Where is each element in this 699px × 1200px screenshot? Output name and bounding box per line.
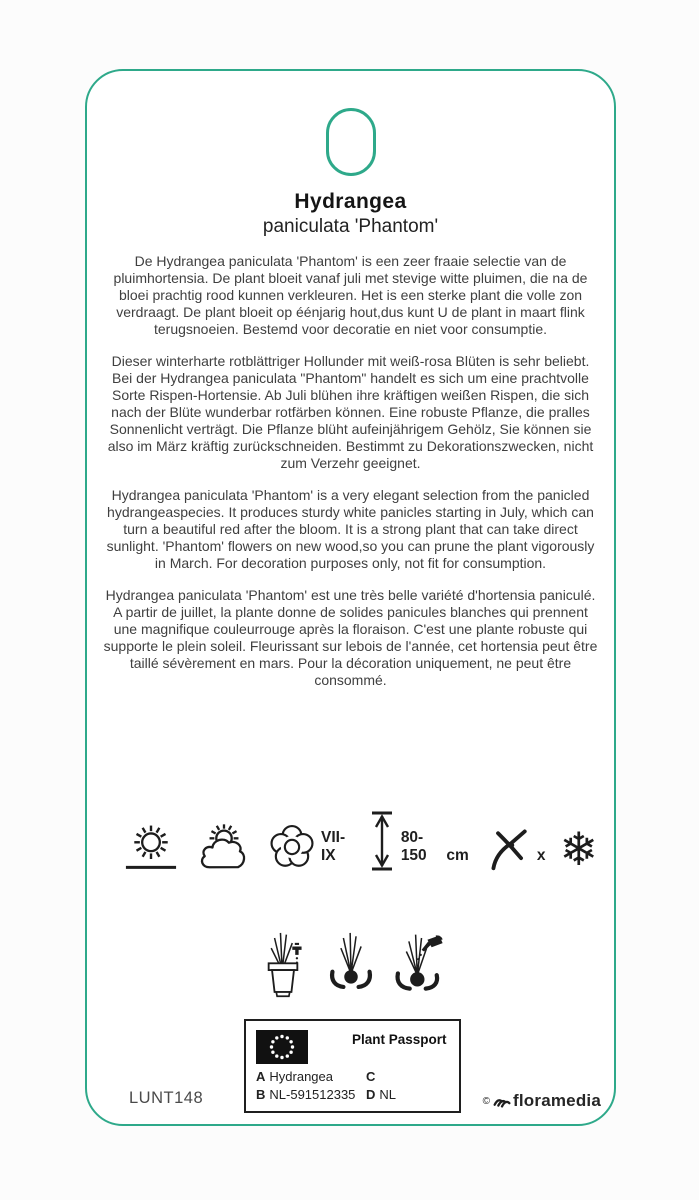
passport-value-b: NL-591512335: [269, 1087, 356, 1102]
plant-label-card: [85, 69, 616, 1126]
passport-value-d: NL: [379, 1087, 397, 1102]
flower-icon: [267, 822, 317, 872]
flowering-period-label: VII-IX: [321, 829, 346, 864]
care-icons-row: [123, 798, 598, 876]
description-dutch: De Hydrangea paniculata 'Phantom' is een zeer fraaie selectie van de pluimhortensia. De plant bloeit vanaf juli met stevige witte pluimen, die na de bloei prachtig rood kunnen verkleuren. Het is een sterke plant die volle zon verdraagt. De plant bloeit op éénjarig hout,dus kunt U de plant in maart flink terugsnoeien. Bestemd voor decoratie en niet voor consumptie.: [113, 253, 588, 337]
half-shade-icon: [197, 822, 251, 872]
eu-flag-icon: [256, 1030, 308, 1064]
water-after-planting-icon: [392, 924, 446, 1006]
description-block: [87, 253, 614, 689]
label-code: LUNT148: [129, 1089, 204, 1107]
pruning-mark-label: x: [536, 847, 546, 864]
snowflake-icon: ❄: [559, 822, 598, 876]
passport-row-a: [256, 1069, 333, 1084]
description-french: Hydrangea paniculata 'Phantom' est une très belle variété d'hortensia paniculé. A partir de juillet, la plante donne de solides panicules blanches qui prennent une magnifique couleurrouge après la floraison. C'est une plante robuste qui supporte le plein soleil. Fleurissant sur lebois de l'année, cet hortensia peut être taillé sévèrement en mars. Pour la décoration uniquement, ne peut être consommé.: [103, 587, 598, 688]
copyright-symbol: ©: [482, 1095, 491, 1107]
brand-logo: [483, 1091, 601, 1111]
passport-letter-d: D: [366, 1087, 376, 1102]
height-arrow-icon: [369, 810, 395, 872]
planting-instructions-row: [87, 924, 614, 1006]
passport-row-d: [366, 1087, 396, 1102]
passport-value-a: Hydrangea: [269, 1069, 333, 1084]
plant-cultivar-subtitle: paniculata 'Phantom': [262, 216, 439, 237]
hanging-hole: [326, 108, 376, 176]
plant-passport-title: Plant Passport: [352, 1032, 447, 1047]
passport-letter-a: A: [256, 1069, 266, 1084]
passport-row-c: [366, 1069, 379, 1084]
floramedia-mark-icon: [493, 1094, 511, 1109]
height-value-label: 80-150: [400, 829, 427, 864]
plant-genus-title: Hydrangea: [294, 190, 407, 213]
description-english: Hydrangea paniculata 'Phantom' is a very elegant selection from the panicled hydrangeaspecies. It produces sturdy white panicles starting in July, which can turn a beautiful red after the bloom. It is a strong plant that can take direct sunlight. 'Phantom' flowers on new wood,so you can prune the plant vigorously in March. For decoration purposes only, not fit for consumption.: [106, 487, 595, 571]
passport-row-b: [256, 1087, 355, 1102]
passport-letter-c: C: [366, 1069, 376, 1084]
plant-rootball-in-ground-icon: [324, 924, 378, 1006]
full-sun-icon: [123, 820, 179, 872]
passport-letter-b: B: [256, 1087, 266, 1102]
plant-passport-box: [244, 1019, 461, 1113]
pruning-shears-icon: [487, 824, 533, 872]
water-plant-in-pot-icon: [256, 924, 310, 1006]
height-unit-label: cm: [446, 847, 469, 864]
description-german: Dieser winterharte rotblättriger Hollunder mit weiß-rosa Blüten is sehr beliebt. Bei der Hydrangea paniculata "Phantom" handelt es sich um eine prachtvolle Sorte Rispen-Hortensie. Ab Juli blühen ihre kräftigen weißen Rispen, die sich nach der Blüte wunderbar rotfärben können. Eine robuste Pflanze, die pralles Sonnenlicht verträgt. Die Pflanze blüht aufeinjährigem Gehölz, Sie können sie also im März kräftig zurückschneiden. Bestimmt zu Dekorationszwecken, nicht zum Verzehr geeignet.: [107, 353, 594, 471]
brand-name: floramedia: [513, 1091, 601, 1110]
